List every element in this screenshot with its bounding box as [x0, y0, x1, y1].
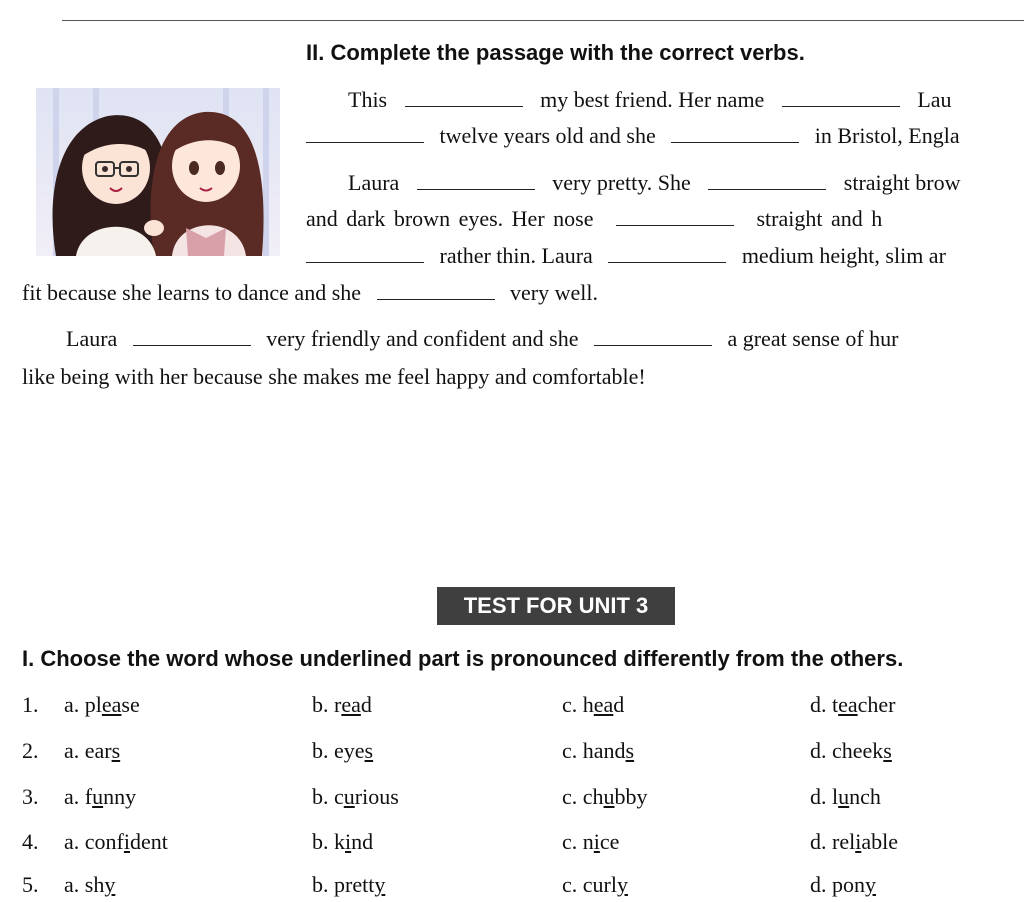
option-c[interactable]: c. curly: [562, 872, 628, 897]
blank-7[interactable]: [616, 207, 734, 226]
blank-8[interactable]: [306, 244, 424, 263]
blank-11[interactable]: [133, 327, 251, 346]
blank-2[interactable]: [782, 88, 900, 107]
blank-3[interactable]: [306, 124, 424, 143]
passage-line-2: [306, 123, 960, 149]
question-number: 3.: [22, 784, 39, 809]
passage-line-3: [348, 170, 960, 196]
passage-line-4: [306, 206, 882, 232]
test-title-banner: TEST FOR UNIT 3: [437, 587, 675, 625]
question-number: 1.: [22, 692, 39, 717]
option-b[interactable]: b. read: [312, 692, 372, 717]
blank-1[interactable]: [405, 88, 523, 107]
blank-5[interactable]: [417, 171, 535, 190]
option-d[interactable]: d. teacher: [810, 692, 896, 717]
question-number: 5.: [22, 872, 39, 897]
blank-9[interactable]: [608, 244, 726, 263]
passage-text: very pretty. She: [552, 170, 691, 195]
question-number: 4.: [22, 829, 39, 854]
blank-6[interactable]: [708, 171, 826, 190]
option-c[interactable]: c. hands: [562, 738, 635, 763]
passage-text: my best friend. Her name: [540, 87, 765, 112]
passage-text: in Bristol, Engla: [814, 123, 960, 148]
question-row: [22, 692, 1022, 722]
option-d[interactable]: d. lunch: [810, 784, 881, 809]
passage-text: a great sense of hur: [727, 326, 899, 351]
option-c[interactable]: c. nice: [562, 829, 620, 854]
option-a[interactable]: a. please: [64, 692, 140, 717]
passage-line-5: [306, 243, 946, 269]
option-d[interactable]: d. reliable: [810, 829, 898, 854]
passage-text: Laura: [348, 170, 400, 195]
option-b[interactable]: b. pretty: [312, 872, 386, 897]
passage-text: very well.: [510, 280, 598, 305]
option-b[interactable]: b. eyes: [312, 738, 374, 763]
passage-text: Lau: [917, 87, 952, 112]
question-row: [22, 738, 1022, 768]
passage-line-1: [348, 87, 952, 113]
passage-text: fit because she learns to dance and she: [22, 280, 362, 305]
blank-10[interactable]: [377, 281, 495, 300]
passage-text: This: [348, 87, 388, 112]
option-d[interactable]: d. pony: [810, 872, 876, 897]
question-number: 2.: [22, 738, 39, 763]
option-a[interactable]: a. funny: [64, 784, 137, 809]
passage-text: Laura: [66, 326, 118, 351]
blank-4[interactable]: [671, 124, 799, 143]
passage-text: medium height, slim ar: [741, 243, 946, 268]
passage-text: straight brow: [843, 170, 961, 195]
question-row: [22, 829, 1022, 859]
blank-12[interactable]: [594, 327, 712, 346]
option-b[interactable]: b. kind: [312, 829, 374, 854]
passage-line-6: [22, 280, 598, 306]
option-a[interactable]: a. shy: [64, 872, 116, 897]
passage-text: rather thin. Laura: [439, 243, 593, 268]
option-b[interactable]: b. curious: [312, 784, 399, 809]
passage-text: straight and h: [756, 206, 883, 231]
passage-text: and dark brown eyes. Her nose: [306, 206, 594, 231]
question-row: [22, 872, 1022, 902]
section-1-heading: I. Choose the word whose underlined part is pronounced differently from the others.: [22, 646, 904, 671]
passage-text: twelve years old and she: [439, 123, 656, 148]
section-2-heading: II. Complete the passage with the correct verbs.: [306, 40, 805, 65]
top-divider: [62, 20, 1024, 21]
passage-text: very friendly and confident and she: [266, 326, 579, 351]
question-row: [22, 784, 1022, 814]
option-d[interactable]: d. cheeks: [810, 738, 892, 763]
option-a[interactable]: a. ears: [64, 738, 121, 763]
passage-text: like being with her because she makes me feel happy and comfortable!: [22, 364, 646, 389]
option-c[interactable]: c. head: [562, 692, 625, 717]
option-c[interactable]: c. chubby: [562, 784, 648, 809]
passage-line-7: [66, 326, 899, 352]
option-a[interactable]: a. confident: [64, 829, 168, 854]
passage-line-8: [22, 364, 646, 390]
friends-illustration: [36, 88, 280, 256]
